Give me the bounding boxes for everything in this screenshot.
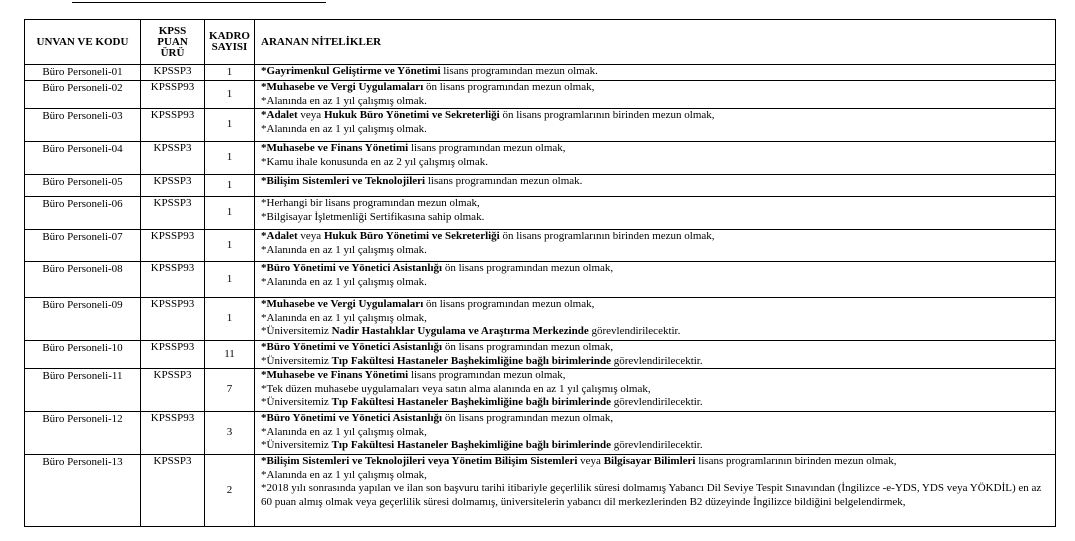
kpss-score-type: KPSSP93 — [141, 341, 205, 369]
requirement-text: *Alanında en az 1 yıl çalışmış olmak. — [261, 122, 427, 135]
requirement-bold-text: *Adalet — [261, 109, 298, 121]
kpss-score-type: KPSSP93 — [141, 298, 205, 341]
table-body — [25, 65, 1056, 527]
position-code: Büro Personeli-06 — [25, 197, 141, 230]
requirement-text: *Üniversitemiz — [261, 354, 332, 367]
header-nitelikler: ARANAN NİTELİKLER — [255, 20, 1056, 65]
requirement-text: ön lisans programından mezun olmak, — [423, 298, 595, 310]
requirement-bold-text: Tıp Fakültesi Hastaneler Başhekimliğine bağlı birimlerinde — [331, 439, 611, 451]
position-code: Büro Personeli-07 — [25, 230, 141, 262]
position-code: Büro Personeli-05 — [25, 175, 141, 197]
position-count: 1 — [205, 142, 255, 175]
requirements-cell — [255, 412, 1056, 455]
kpss-score-type: KPSSP3 — [141, 175, 205, 197]
requirement-line — [261, 156, 1052, 170]
table-row — [25, 230, 1056, 262]
position-code: Büro Personeli-11 — [25, 369, 141, 412]
requirement-line — [261, 469, 1052, 483]
kpss-score-type: KPSSP3 — [141, 197, 205, 230]
table-row — [25, 175, 1056, 197]
requirements-cell — [255, 262, 1056, 298]
requirement-line — [261, 355, 1052, 369]
requirement-line — [261, 109, 1052, 123]
requirements-cell — [255, 197, 1056, 230]
requirement-line — [261, 439, 1052, 453]
requirements-cell — [255, 65, 1056, 81]
header-unvan: UNVAN VE KODU — [25, 20, 141, 65]
top-underline — [72, 2, 326, 3]
kpss-score-type: KPSSP93 — [141, 81, 205, 109]
position-code: Büro Personeli-01 — [25, 65, 141, 81]
requirement-line — [261, 396, 1052, 410]
requirement-line — [261, 262, 1052, 276]
requirement-line — [261, 482, 1052, 509]
kpss-score-type: KPSSP3 — [141, 455, 205, 527]
requirement-bold-text: *Bilişim Sistemleri ve Teknolojileri — [261, 175, 426, 187]
kpss-score-type: KPSSP93 — [141, 230, 205, 262]
header-kpss: KPSS PUAN ÜRÜ — [141, 20, 205, 65]
requirement-bold-text: *Muhasebe ve Vergi Uygulamaları — [261, 298, 424, 310]
requirement-text: *Alanında en az 1 yıl çalışmış olmak. — [261, 94, 427, 107]
table-row — [25, 262, 1056, 298]
requirement-text: *Üniversitemiz — [261, 439, 332, 451]
requirement-text: görevlendirilecektir. — [588, 325, 681, 337]
requirement-line — [261, 325, 1052, 339]
requirement-text: *Üniversitemiz — [261, 325, 332, 337]
requirement-text: *Alanında en az 1 yıl çalışmış olmak, — [261, 425, 427, 438]
requirement-text: veya — [297, 109, 324, 121]
requirement-text: görevlendirilecektir. — [610, 354, 703, 367]
requirements-cell — [255, 369, 1056, 412]
requirement-text: ön lisans programından mezun olmak, — [442, 412, 614, 424]
position-count: 1 — [205, 109, 255, 142]
position-count: 1 — [205, 230, 255, 262]
requirement-text: görevlendirilecektir. — [610, 396, 703, 408]
requirement-text: *Kamu ihale konusunda en az 2 yıl çalışmış olmak. — [261, 155, 488, 168]
requirement-line — [261, 123, 1052, 137]
requirement-text: *Herhangi bir lisans programından mezun olmak, — [261, 197, 480, 209]
kpss-score-type: KPSSP93 — [141, 412, 205, 455]
position-count: 1 — [205, 197, 255, 230]
requirement-text: ön lisans programından mezun olmak, — [442, 341, 614, 353]
requirement-bold-text: *Büro Yönetimi ve Yönetici Asistanlığı — [261, 341, 443, 353]
table-row — [25, 65, 1056, 81]
requirement-bold-text: *Büro Yönetimi ve Yönetici Asistanlığı — [261, 262, 443, 274]
requirement-bold-text: Nadir Hastalıklar Uygulama ve Araştırma Merkezinde — [331, 325, 589, 337]
requirement-bold-text: *Adalet — [261, 230, 298, 242]
requirement-line — [261, 426, 1052, 440]
requirements-cell — [255, 175, 1056, 197]
kpss-score-type: KPSSP93 — [141, 109, 205, 142]
requirement-line — [261, 197, 1052, 211]
positions-table — [24, 19, 1056, 527]
requirement-bold-text: Hukuk Büro Yönetimi ve Sekreterliği — [323, 230, 500, 242]
position-code: Büro Personeli-09 — [25, 298, 141, 341]
requirement-text: veya — [297, 230, 324, 242]
position-code: Büro Personeli-10 — [25, 341, 141, 369]
kpss-score-type: KPSSP3 — [141, 142, 205, 175]
table-row — [25, 298, 1056, 341]
position-count: 1 — [205, 175, 255, 197]
kpss-score-type: KPSSP3 — [141, 369, 205, 412]
requirement-line — [261, 65, 1052, 79]
table-row — [25, 109, 1056, 142]
header-kadro: KADRO SAYISI — [205, 20, 255, 65]
position-code: Büro Personeli-12 — [25, 412, 141, 455]
position-code: Büro Personeli-02 — [25, 81, 141, 109]
kpss-score-type: KPSSP3 — [141, 65, 205, 81]
position-count: 1 — [205, 262, 255, 298]
position-count: 2 — [205, 455, 255, 527]
requirement-text: lisans programından mezun olmak, — [408, 369, 566, 381]
position-count: 7 — [205, 369, 255, 412]
requirement-text: ön lisans programından mezun olmak, — [442, 262, 614, 274]
requirement-line — [261, 383, 1052, 397]
kpss-score-type: KPSSP93 — [141, 262, 205, 298]
requirement-line — [261, 341, 1052, 355]
requirement-line — [261, 298, 1052, 312]
requirement-text: lisans programından mezun olmak. — [440, 65, 598, 77]
requirement-bold-text: *Büro Yönetimi ve Yönetici Asistanlığı — [261, 412, 443, 424]
requirement-text: *Üniversitemiz — [261, 396, 332, 408]
position-count: 11 — [205, 341, 255, 369]
requirement-bold-text: Bilgisayar Bilimleri — [603, 455, 696, 467]
requirement-text: veya — [577, 455, 604, 467]
requirement-line — [261, 312, 1052, 326]
position-count: 1 — [205, 65, 255, 81]
requirement-line — [261, 230, 1052, 244]
table-row — [25, 142, 1056, 175]
requirements-cell — [255, 81, 1056, 109]
requirement-text: lisans programlarının birinden mezun olmak, — [695, 455, 897, 467]
position-count: 1 — [205, 298, 255, 341]
requirement-line — [261, 455, 1052, 469]
table-row — [25, 455, 1056, 527]
requirements-cell — [255, 341, 1056, 369]
requirement-text: *Alanında en az 1 yıl çalışmış olmak, — [261, 311, 427, 324]
requirement-line — [261, 175, 1052, 189]
position-code: Büro Personeli-04 — [25, 142, 141, 175]
position-count: 3 — [205, 412, 255, 455]
requirement-bold-text: *Muhasebe ve Vergi Uygulamaları — [261, 81, 424, 93]
requirement-line — [261, 369, 1052, 383]
requirements-cell — [255, 142, 1056, 175]
position-code: Büro Personeli-13 — [25, 455, 141, 527]
requirement-text: lisans programından mezun olmak, — [408, 142, 566, 154]
requirement-line — [261, 211, 1052, 225]
requirement-text: ön lisans programlarının birinden mezun olmak, — [499, 230, 715, 242]
requirement-line — [261, 412, 1052, 426]
requirement-bold-text: Hukuk Büro Yönetimi ve Sekreterliği — [323, 109, 500, 121]
requirement-text: lisans programından mezun olmak. — [425, 175, 583, 187]
table-row — [25, 197, 1056, 230]
requirement-bold-text: *Gayrimenkul Geliştirme ve Yönetimi — [261, 65, 441, 77]
requirement-text: *Alanında en az 1 yıl çalışmış olmak. — [261, 243, 427, 256]
requirement-line — [261, 276, 1052, 290]
requirement-line — [261, 142, 1052, 156]
table-row — [25, 341, 1056, 369]
requirement-text: *Alanında en az 1 yıl çalışmış olmak. — [261, 275, 427, 288]
requirement-line — [261, 95, 1052, 109]
table-row — [25, 369, 1056, 412]
requirement-bold-text: Tıp Fakültesi Hastaneler Başhekimliğine bağlı birimlerinde — [331, 354, 611, 367]
requirement-text: görevlendirilecektir. — [610, 439, 703, 451]
requirements-cell — [255, 109, 1056, 142]
requirement-text: *Bilgisayar İşletmenliği Sertifikasına sahip olmak. — [261, 210, 485, 223]
requirement-text: *Tek düzen muhasebe uygulamaları veya satın alma alanında en az 1 yıl çalışmış olmak, — [261, 382, 651, 395]
requirement-bold-text: *Muhasebe ve Finans Yönetimi — [261, 369, 409, 381]
position-count: 1 — [205, 81, 255, 109]
table-row — [25, 412, 1056, 455]
requirements-cell — [255, 230, 1056, 262]
position-code: Büro Personeli-03 — [25, 109, 141, 142]
requirement-bold-text: *Bilişim Sistemleri ve Teknolojileri veya Yönetim Bilişim Sistemleri — [261, 455, 578, 467]
requirements-cell — [255, 298, 1056, 341]
requirement-bold-text: *Muhasebe ve Finans Yönetimi — [261, 142, 409, 154]
table-row — [25, 81, 1056, 109]
requirement-text: *Alanında en az 1 yıl çalışmış olmak, — [261, 468, 427, 481]
requirements-cell — [255, 455, 1056, 527]
requirement-bold-text: Tıp Fakültesi Hastaneler Başhekimliğine bağlı birimlerinde — [331, 396, 611, 408]
table-header — [25, 20, 1056, 65]
position-code: Büro Personeli-08 — [25, 262, 141, 298]
requirement-text: *2018 yılı sonrasında yapılan ve ilan son başvuru tarihi itibariyle geçerlilik süresi dolmamış Yabancı Dil Seviye Tespit Sınavından (İngilizce -e-YDS, YDS veya YÖKDİL) en az 60 puan almış olmak veya geçerlilik süresi dolmamış, üniversitelerin yabancı dil merkezlerinden B2 düzeyinde İngilizce bildiğini belgelendirmek, — [261, 482, 1042, 508]
requirement-text: ön lisans programından mezun olmak, — [423, 81, 595, 93]
requirement-text: ön lisans programlarının birinden mezun olmak, — [499, 109, 715, 121]
requirement-line — [261, 81, 1052, 95]
requirement-line — [261, 244, 1052, 258]
